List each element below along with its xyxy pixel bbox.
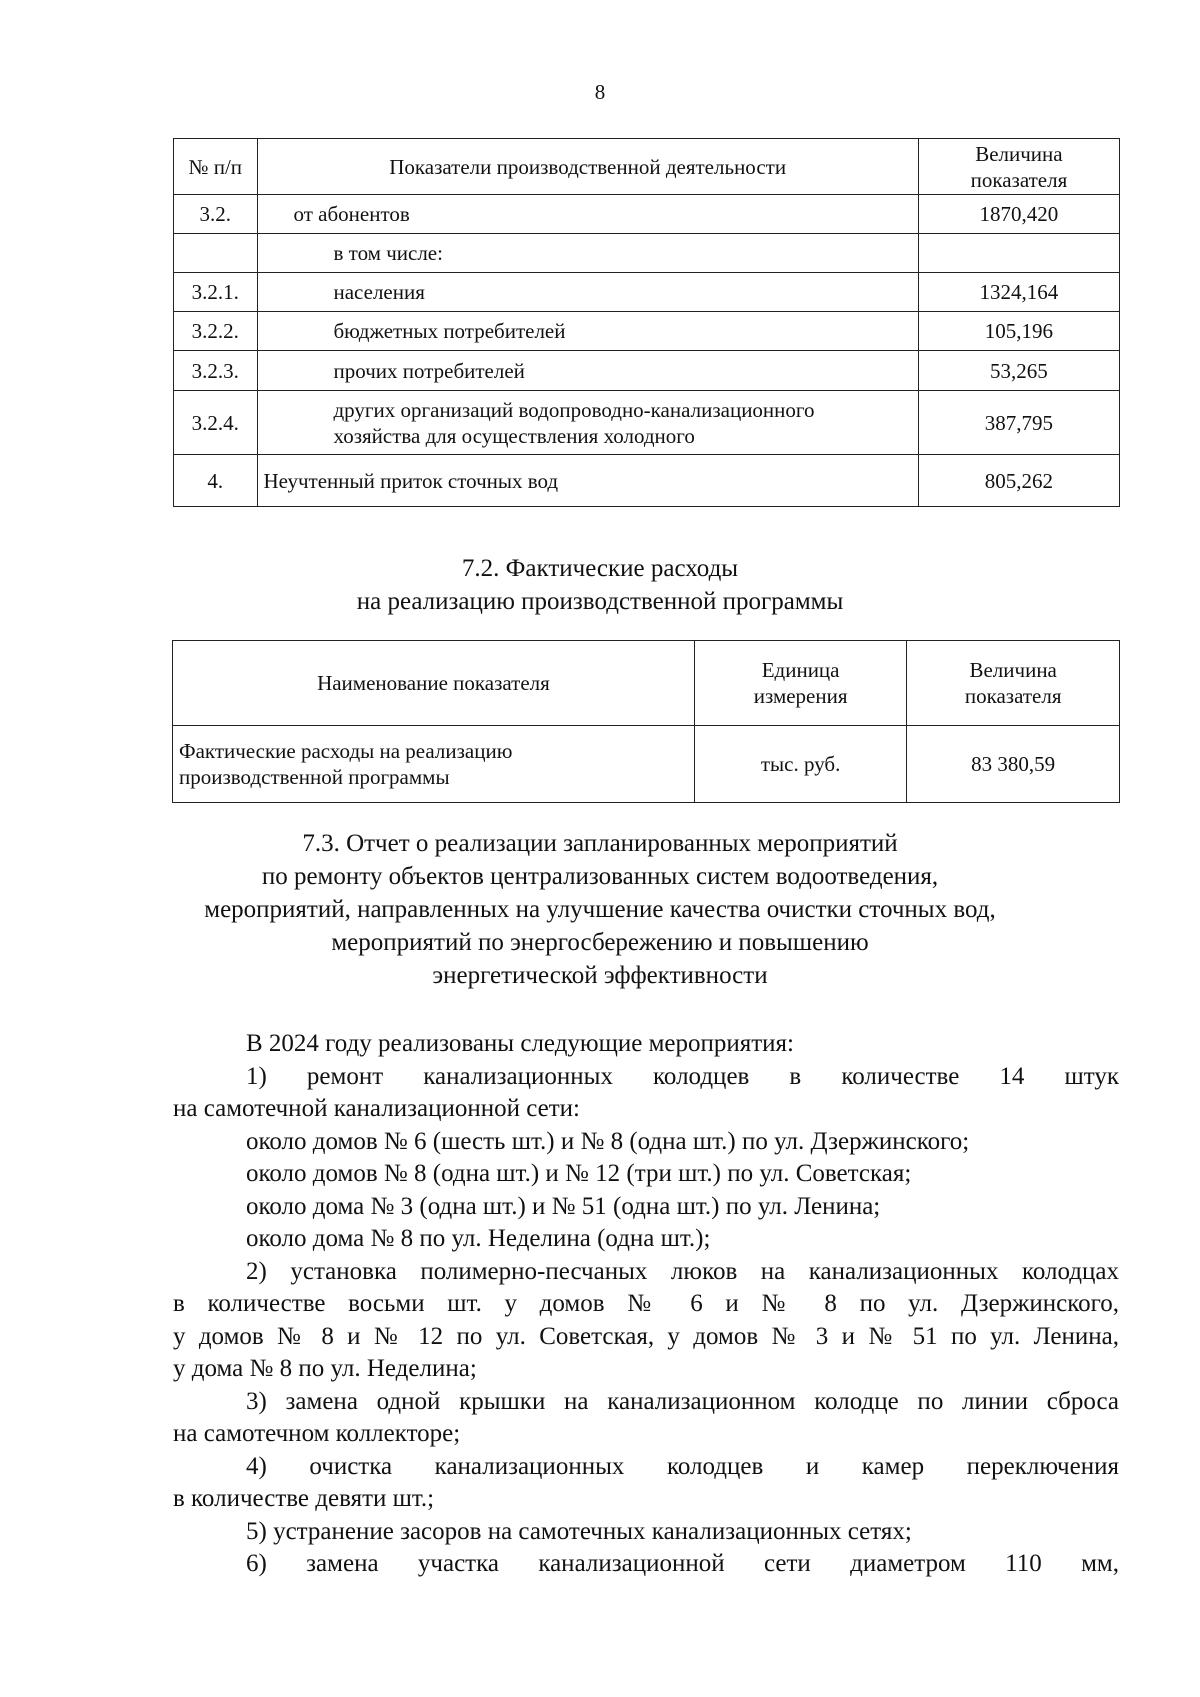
row-unit: тыс. руб. [694,726,907,803]
table-row [174,234,1120,273]
row-value: 53,265 [918,351,1119,391]
row-label: прочих потребителей [257,351,918,391]
row-num: 3.2.1. [174,273,258,312]
header-value-line: Величина [969,658,1057,682]
item-6-line: 6) замена участка канализационной сети диаметром 110 мм, [246,1550,1119,1577]
actual-expenses-table [172,640,1120,803]
section-title-line: по ремонту объектов централизованных систем водоотведения, [261,863,939,890]
row-num: 3.2. [174,195,258,234]
table-header-row [174,139,1120,195]
row-name-line: Фактические расходы на реализацию [179,739,513,763]
table-row [174,391,1120,455]
header-value: Величина показателя [918,139,1119,195]
table-header-row [173,641,1120,726]
row-value [918,234,1119,273]
row-value: 105,196 [918,312,1119,351]
item-3-line: на самотечном коллекторе; [173,1420,461,1447]
row-label-line: других организаций водопроводно-канализационного [333,397,815,422]
header-unit [694,641,907,726]
header-value [907,641,1120,726]
row-num [174,234,258,273]
page-number: 8 [594,80,606,104]
header-value-line: показателя [964,684,1062,708]
section-title-line: 7.2. Фактические расходы [461,555,739,582]
row-name-line: производственной программы [179,765,450,789]
header-name: Наименование показателя [173,641,695,726]
item-4-line: 4) очистка канализационных колодцев и камер переключения [246,1452,1119,1480]
table-row [174,312,1120,351]
row-label-line: хозяйства для осуществления холодного [333,423,695,448]
section-title-line: 7.3. Отчет о реализации запланированных мероприятий [302,830,898,857]
row-label: от абонентов [257,195,918,234]
header-indicator: Показатели производственной деятельности [257,139,918,195]
item-1-subitem: около дома № 3 (одна шт.) и № 51 (одна шт.) по ул. Ленина; [246,1192,881,1220]
row-name [173,726,695,803]
body-text [173,1028,1119,1581]
section-title-line: мероприятий по энергосбережению и повышению [331,929,869,956]
section-7-3-title [0,827,1200,992]
item-2-line: 2) установка полимерно-песчаных люков на канализационных колодцах [246,1257,1119,1285]
row-num: 3.2.4. [174,391,258,455]
row-label: Неучтенный приток сточных вод [257,455,918,507]
item-2-line: у дома № 8 по ул. Неделина; [173,1355,477,1382]
row-label [257,391,918,455]
row-label: бюджетных потребителей [257,312,918,351]
intro-paragraph: В 2024 году реализованы следующие мероприятия: [246,1030,794,1057]
section-title-line: на реализацию производственной программы [356,588,844,615]
table-row [174,455,1120,507]
row-num: 4. [174,455,258,507]
row-value: 387,795 [918,391,1119,455]
row-value: 83 380,59 [907,726,1120,803]
table-row [174,351,1120,391]
production-indicators-table [173,138,1120,507]
item-5-line: 5) устранение засоров на самотечных канализационных сетях; [246,1517,912,1545]
item-1-line: на самотечной канализационной сети: [173,1095,580,1122]
item-1-subitem: около дома № 8 по ул. Неделина (одна шт.); [246,1225,711,1252]
section-title-line: энергетической эффективности [432,962,768,989]
row-value: 1870,420 [918,195,1119,234]
header-num: № п/п [174,139,258,195]
row-value: 1324,164 [918,273,1119,312]
row-label: населения [257,273,918,312]
item-3-line: 3) замена одной крышки на канализационном колодце по линии сброса [246,1387,1119,1415]
item-2-line: у домов № 8 и № 12 по ул. Советская, у домов № 3 и № 51 по ул. Ленина, [173,1322,1119,1350]
section-title-line: мероприятий, направленных на улучшение качества очистки сточных вод, [204,896,996,923]
section-7-2-title [0,552,1200,618]
item-2-line: в количестве восьми шт. у домов № 6 и № 8 по ул. Дзержинского, [173,1290,1119,1317]
item-1-subitem: около домов № 6 (шесть шт.) и № 8 (одна шт.) по ул. Дзержинского; [246,1127,970,1155]
row-value: 805,262 [918,455,1119,507]
row-num: 3.2.3. [174,351,258,391]
table-row [173,726,1120,803]
item-4-line: в количестве девяти шт.; [173,1485,435,1512]
item-1-subitem: около домов № 8 (одна шт.) и № 12 (три шт.) по ул. Советская; [246,1160,912,1187]
header-unit-line: измерения [753,684,848,708]
row-num: 3.2.2. [174,312,258,351]
table-row [174,195,1120,234]
item-1-line: 1) ремонт канализационных колодцев в количестве 14 штук [246,1062,1119,1090]
row-label: в том числе: [257,234,918,273]
table-row [174,273,1120,312]
header-unit-line: Единица [761,658,840,682]
